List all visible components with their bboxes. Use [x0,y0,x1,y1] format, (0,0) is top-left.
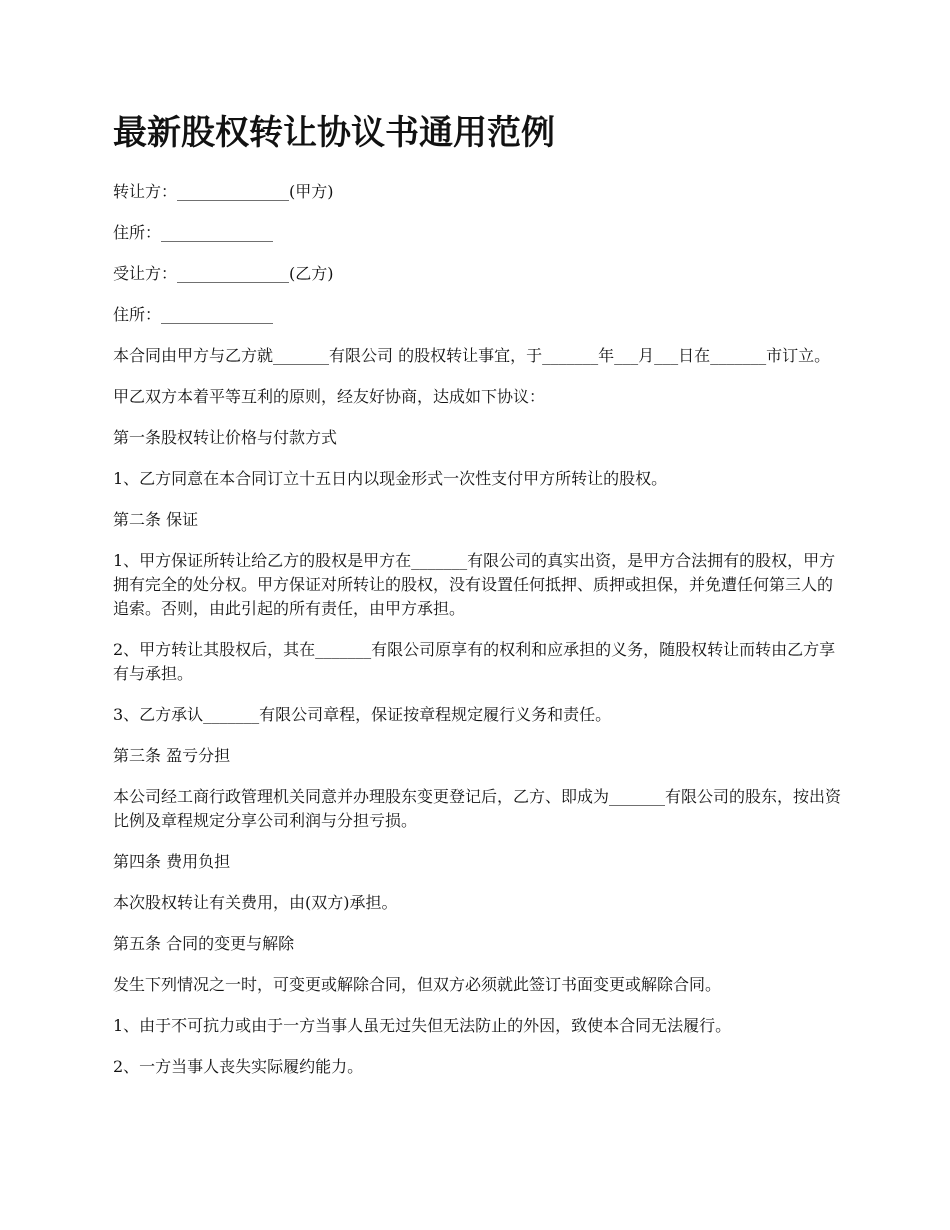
article-1-heading: 第一条股权转让价格与付款方式 [113,427,338,447]
article-5-heading: 第五条 合同的变更与解除 [113,933,295,953]
article-1-clause-1: 1、乙方同意在本合同订立十五日内以现金形式一次性支付甲方所转让的股权。 [113,468,668,488]
article-3-paragraph: 本公司经工商行政管理机关同意并办理股东变更登记后，乙方、即成为_______有限公司的股东，按出资比例及章程规定分享公司利润与分担亏损。 [113,786,842,830]
contract-intro-paragraph: 本合同由甲方与乙方就_______有限公司 的股权转让事宜，于_______年___月___日在_______市订立。 [113,345,831,365]
document-body [113,112,843,1096]
article-5-clause-2: 2、一方当事人丧失实际履约能力。 [113,1056,364,1076]
article-4-heading: 第四条 费用负担 [113,851,231,871]
article-4-paragraph: 本次股权转让有关费用，由(双方)承担。 [113,892,398,912]
transferee-line: 受让方：______________(乙方) [113,263,334,283]
article-5-paragraph: 发生下列情况之一时，可变更或解除合同，但双方必须就此签订书面变更或解除合同。 [113,974,722,994]
article-2-clause-2: 2、甲方转让其股权后，其在_______有限公司原享有的权利和应承担的义务，随股权转让而转由乙方享有与承担。 [113,639,836,683]
article-5-clause-1: 1、由于不可抗力或由于一方当事人虽无过失但无法防止的外因，致使本合同无法履行。 [113,1015,732,1035]
article-3-heading: 第三条 盈亏分担 [113,745,231,765]
transferee-address-line: 住所：______________ [113,304,274,324]
agreement-principle-paragraph: 甲乙双方本着平等互利的原则，经友好协商，达成如下协议： [113,386,546,406]
article-2-clause-3: 3、乙方承认_______有限公司章程，保证按章程规定履行义务和责任。 [113,704,612,724]
article-2-heading: 第二条 保证 [113,509,199,529]
document-title: 最新股权转让协议书通用范例 [113,113,555,153]
transferor-address-line: 住所：______________ [113,222,274,242]
transferor-line: 转让方：______________(甲方) [113,181,334,201]
article-2-clause-1: 1、甲方保证所转让给乙方的股权是甲方在_______有限公司的真实出资，是甲方合法拥有的股权，甲方拥有完全的处分权。甲方保证对所转让的股权，没有设置任何抵押、质押或担保，并免遭任何第三人的追索。否则，由此引起的所有责任，由甲方承担。 [113,550,836,618]
